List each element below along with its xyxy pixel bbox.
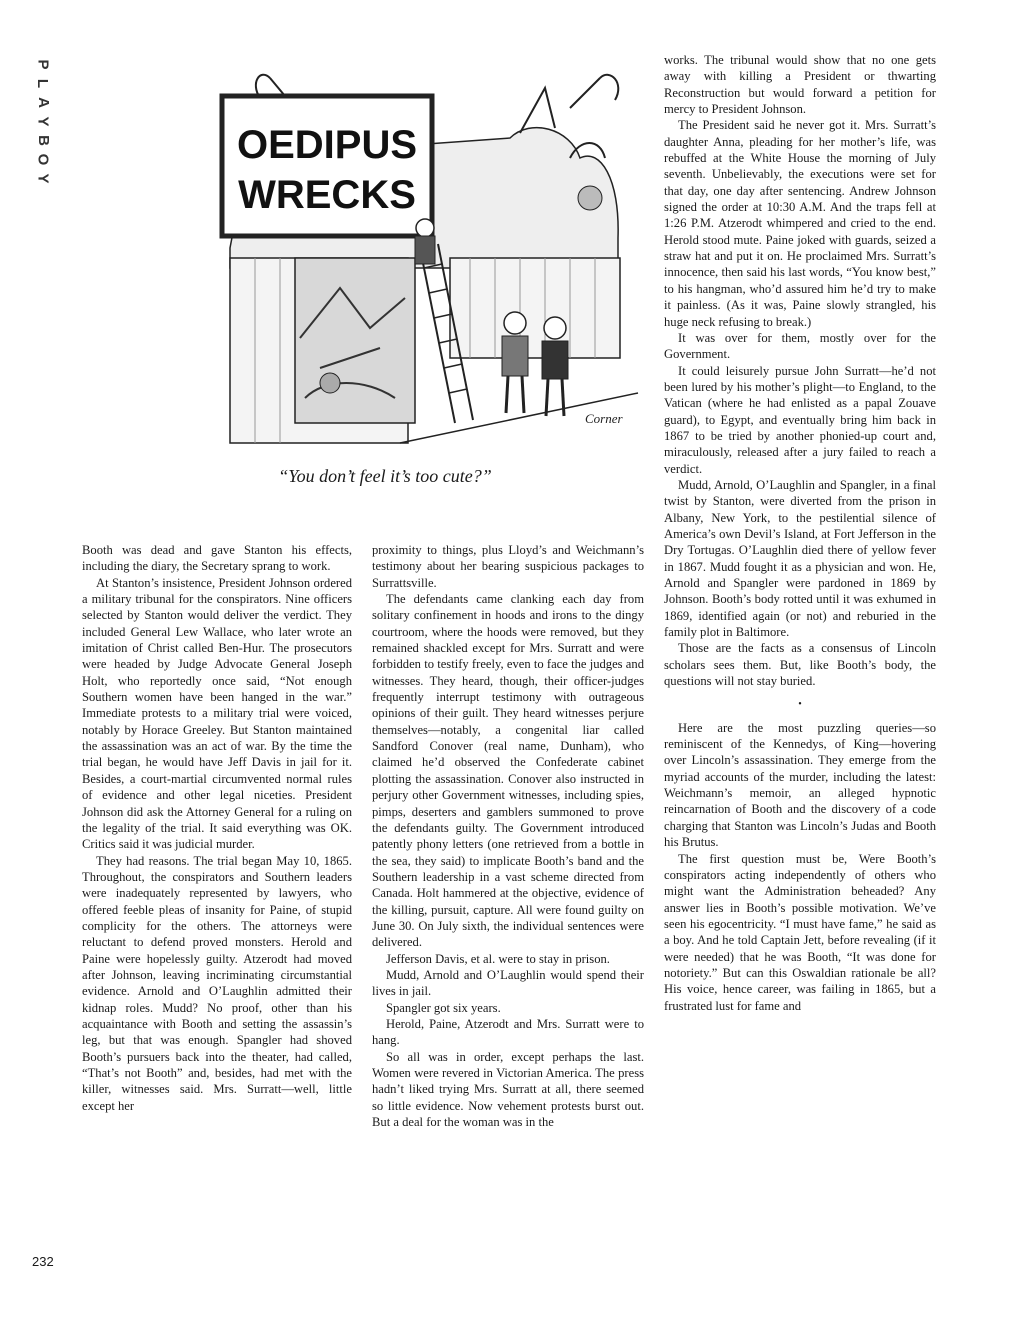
cartoonist-signature: Corner (585, 411, 623, 426)
paragraph: Herold, Paine, Atzerodt and Mrs. Surratt were to hang. (372, 1016, 644, 1048)
masthead-letter: O (34, 153, 52, 166)
column-1 (82, 542, 352, 1114)
paragraph: So all was in order, except perhaps the last. Women were revered in Victorian America. The press hadn’t liked trying Mrs. Surratt at all, there seemed so little evidence. Now vehement protests burst out. But a deal for the woman was in the (372, 1049, 644, 1130)
paragraph: works. The tribunal would show that no one gets away with killing a President or thwarting Reconstruction but would forward a petition for mercy to President Johnson. (664, 53, 936, 117)
masthead-letter: A (34, 97, 52, 108)
masthead-letter: P (34, 59, 52, 70)
paragraph: Booth was dead and gave Stanton his effects, including the diary, the Secretary sprang to work. (82, 543, 352, 574)
masthead-vertical (30, 55, 56, 188)
paragraph: Spangler got six years. (386, 1000, 501, 1015)
masthead-letter: B (34, 135, 52, 146)
paragraph: Here are the most puzzling queries—so reminiscent of the Kennedys, of King—hovering over Lincoln’s assassination. They emerge from the myriad accounts of the murder, including the latest: Weichmann’s memoir, an alleged hypnotic reincarnation of Booth and the discovery of a code charging that Stanton was Lincoln’s Judas and Booth his Brutus. (664, 720, 936, 850)
masthead-letter: L (34, 78, 52, 89)
paragraph: The President said he never got it. Mrs. Surratt’s daughter Anna, pleading for her mother’s life, was rebuffed at the White House the morning of July seventh. Unbelievably, the executions were set for that day, one day after sentencing. Andrew Johnson signed the order at 10:30 A.M. And the traps fell at 1:26 P.M. Atzerodt whimpered and cried to the end. Herold stood mute. Paine joked with guards, seized a straw hat and put it on. He proclaimed Mrs. Surratt’s innocence, then said his last words, “You know best,” to his hangman, who’d assured him he’d try to make it painless. (As it was, Paine slowly strangled, his huge neck refusing to break.) (664, 118, 936, 329)
section-separator: • (798, 699, 802, 711)
paragraph: They had reasons. The trial began May 10, 1865. Throughout, the conspirators and Southern leaders were inadequately represented by lawyers, who offered feeble pleas of insanity for Paine, of stupid complicity for the others. The attorneys were reluctant to defend proved monsters. Herold and Paine were hopelessly guilty. Atzerodt had moved after Johnson, leaving incriminating circumstantial evidence. Arnold and O’Laughlin admitted their kidnap roles. Mudd? No proof, other than his acquaintance with Booth and setting the assassin’s leg, but that was enough. Spangler had shoved Booth’s pursuers back into the theater, had called, “That’s not Booth” and, besides, had met with the killer, witnesses said. Mrs. Surratt—well, little except her (82, 853, 352, 1113)
page-number: 232 (32, 1254, 54, 1269)
paragraph: Those are the facts as a consensus of Lincoln scholars sees them. But, like Booth’s body, the questions will not stay buried. (664, 641, 936, 689)
paragraph: It could leisurely pursue John Surratt—he’d not been lured by his mother’s plight—to England, to the Vatican (where he had enlisted as a papal Zouave guard), to Egypt, and eventually bring him back in 1867 to be tried by another phonied-up court and, miraculously, released after a jury failed to reach a verdict. (664, 363, 936, 476)
paragraph: The defendants came clanking each day from solitary confinement in hoods and irons to the dingy courtroom, where the hoods were removed, but they remained shackled except for Mrs. Surratt and were forbidden to testify freely, even to face the judges and witnesses. They heard, though, their officer-judges frequently interrupt testimony with outrageous opinions of their guilt. They heard witnesses perjure themselves—notably, a congenital liar called Sandford Conover (real name, Dunham), who claimed he’d observed the Confederate cabinet plotting the assassination. Conover also instructed in perjury other Government witnesses, including spies, pimps, deserters and gamblers summoned to prove the defendants guilty. The Government introduced patently phony letters (one retrieved from a bottle in the sea, they said) to implicate Booth’s band and the Southern leadership in a vast scheme directed from Canada. Holt hammered at the objective, evidence of the killing, pursuit, capture. All were found guilty on June 30. On July sixth, the individual sentences were delivered. (372, 592, 644, 950)
paragraph: Mudd, Arnold, O’Laughlin and Spangler, in a final twist by Stanton, were diverted from the prison in Albany, New York, to the pestilential silence of America’s own Devil’s Island, at Fort Jefferson in the Dry Tortugas. O’Laughlin died there of yellow fever in 1867. Mudd fought it as a physician and won. He, Arnold and Spangler were pardoned in 1869 by Johnson. Booth’s body rotted until it was exhumed in 1869, identified again (or not) and reburied in the family plot in Baltimore. (664, 477, 936, 640)
paragraph: Mudd, Arnold and O’Laughlin would spend their lives in jail. (372, 967, 644, 999)
masthead-letter: Y (34, 173, 52, 184)
cartoon-caption: “You don’t feel it’s too cute?” (278, 466, 492, 486)
sign-line-2: WRECKS (238, 173, 416, 217)
paragraph: proximity to things, plus Lloyd’s and Weichmann’s testimony about her bearing suspicious packages to Surrattsville. (372, 543, 644, 590)
paragraph: At Stanton’s insistence, President Johnson ordered a military tribunal for the conspirators. Nine officers selected by Stanton would deliver the verdict. They included General Lew Wallace, who later wrote an imitation of Christ called Ben-Hur. The prosecutors were headed by Judge Advocate General Joseph Holt, who reportedly once said, “Not enough Southern women have been hanged in the war.” Immediate protests to a military trial were voiced, notably by Horace Greeley. But Stanton maintained the assassination was an act of war. By the time the trial began, he would have Jeff Davis in jail for it. Besides, a court-martial circumvented normal rules of evidence and other legal niceties. President Johnson did ask the Attorney General for a ruling on the legality of the trial. It said everything was OK. Critics said it was judicial murder. (82, 575, 352, 852)
cartoon-illustration (200, 38, 640, 456)
paragraph: Jefferson Davis, et al. were to stay in prison. (386, 951, 610, 966)
paragraph: The first question must be, Were Booth’s conspirators acting independently of others who might want the Administration beheaded? Any answer lies in Booth’s possible motivation. We’ve seen his egocentricity. “I must have fame,” he said as a boy. And he told Captain Jett, before revealing (if it were needed) that he was Booth, “It was done for notoriety.” But can this Oswaldian rationale be all? His voice, hence career, was failing in 1865, but a frustrated lust for fame and (664, 851, 936, 1013)
column-3 (664, 52, 936, 1014)
masthead-letter: Y (34, 116, 52, 127)
paragraph: It was over for them, mostly over for the Government. (664, 330, 936, 362)
column-2 (372, 542, 644, 1130)
sign-line-1: OEDIPUS (236, 123, 418, 167)
